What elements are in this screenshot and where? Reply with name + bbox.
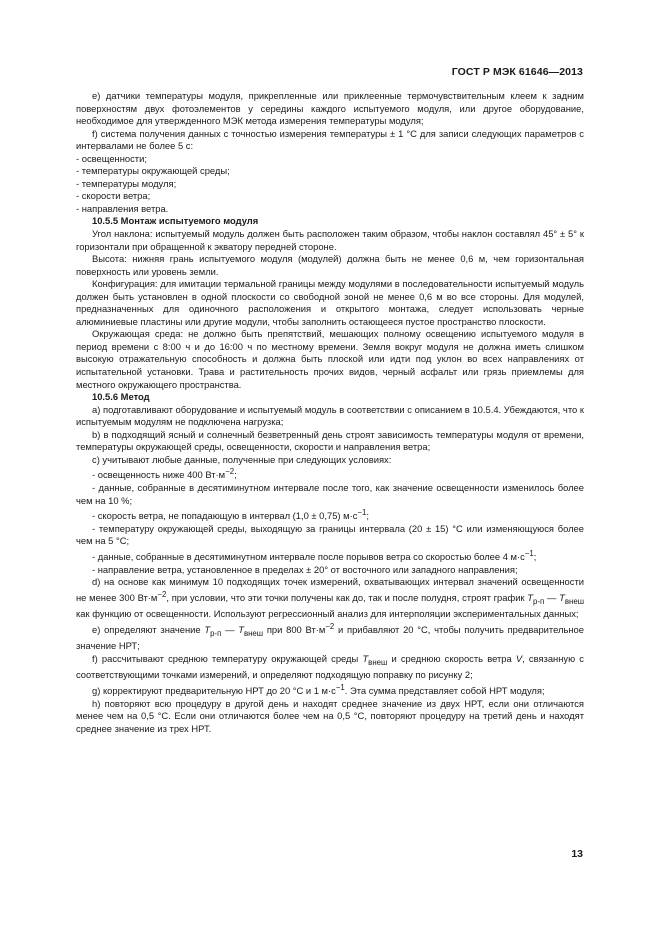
- document-header: ГОСТ Р МЭК 61646—2013: [451, 66, 583, 78]
- paragraph: е) определяют значение $T_{р-п}$ — $T_{внеш}$ при 800 $Вт\cdot м^{-2}$ и прибавляют 20 °C, чтобы получить предварительное значение НРТ;: [76, 621, 584, 652]
- paragraph: h) повторяют всю процедуру в другой день и находят среднее значение из двух НРТ, если они отличаются менее чем на 0,5 °C. Если они отличаются более чем на 0,5 °C, повторяют процедуру на третий день и находят среднее значение из трех НРТ.: [76, 697, 584, 734]
- paragraph: Конфигурация: для имитации термальной границы между модулями в последовательности испытуемый модуль должен быть установлен в одной плоскости со свободной зоной не менее 0,6 м во все стороны. Для модулей, предназначенных для одиночного расположения и открытого монтажа, следует использовать черные алюминиевые пластины или другие модули, чтобы заполнить остающееся пустое пространство плоскости.: [76, 278, 584, 327]
- paragraph: Угол наклона: испытуемый модуль должен быть расположен таким образом, чтобы наклон составлял 45° ± 5° к горизонтали при обращенной к экватору передней стороне.: [76, 228, 584, 252]
- section-heading: 10.5.6 Метод: [92, 391, 150, 403]
- paragraph: Окружающая среда: не должно быть препятствий, мешающих полному освещению испытуемого модуля в период времени с 8:00 ч и до 16:00 ч по местному времени. Земля вокруг модуля не должна иметь слишком высокую отражательную способность и должна быть плоской или идти под уклон во всех направлениях от испытательной установки. Трава и растительность прочих видов, черный асфальт или грязь приемлемы для местного окружающего пространства.: [76, 328, 584, 390]
- list-item: - температуры модуля;: [76, 177, 177, 189]
- paragraph: f) рассчитывают среднюю температуру окружающей среды $T_{внеш}$ и среднюю скорость ветра V, связанную с соответствующими точками измерений, и определяют подходящую поправку по рисунку 2;: [76, 652, 584, 681]
- paragraph: g) корректируют предварительную НРТ до 20 °C и 1 $м\cdot с^{-1}$. Эта сумма представляет собой НРТ модуля;: [92, 682, 545, 696]
- paragraph: а) подготавливают оборудование и испытуемый модуль в соответствии с описанием в 10.5.4. Убеждаются, что к испытуемым модулям не подключена нагрузка;: [76, 403, 584, 428]
- document-body: [76, 90, 584, 735]
- list-item: - направления ветра.: [76, 202, 169, 214]
- paragraph: - освещенность ниже 400 $Вт\cdot м^{-2}$;: [92, 467, 237, 481]
- paragraph: f) система получения данных с точностью измерения температуры ± 1 °C для записи следующих параметров с интервалами не более 5 с:: [76, 127, 584, 152]
- paragraph: d) на основе как минимум 10 подходящих точек измерений, охватывающих интервал значений освещенности не менее 300 $Вт\cdot м^{-2}$, при условии, что эти точки получены как до, так и после полудня, строят график $T_{р-п}$ — $T_{внеш}$ как функцию от освещенности. Используют регрессионный анализ для интерполяции экспериментальных данных;: [76, 576, 584, 620]
- paragraph: b) в подходящий ясный и солнечный безветренный день строят зависимость температуры модуля от времени, температуры окружающей среды, освещенности, скорости и направления ветра;: [76, 428, 584, 453]
- list-item: - освещенности;: [76, 152, 147, 164]
- section-heading: 10.5.5 Монтаж испытуемого модуля: [92, 215, 259, 227]
- paragraph: - данные, собранные в десятиминутном интервале после порывов ветра со скоростью более 4 $м\cdot с^{-1}$;: [92, 548, 537, 563]
- paragraph: е) датчики температуры модуля, прикрепленные или приклеенные термочувствительным клеем к задним поверхностям двух фотоэлементов у середины каждого испытуемого модуля, или другое оборудование, необходимое для утвержденного МЭК метода измерения температуры модуля;: [76, 90, 584, 127]
- list-item: - скорости ветра;: [76, 190, 151, 202]
- page-number: 13: [571, 848, 583, 860]
- list-item: - температуры окружающей среды;: [76, 165, 230, 177]
- paragraph: - скорость ветра, не попадающую в интервал (1,0 ± 0,75) $м\cdot с^{-1}$;: [92, 508, 369, 522]
- paragraph: - направление ветра, установленное в пределах ± 20° от восточного или западного направления;: [92, 563, 518, 575]
- paragraph: - данные, собранные в десятиминутном интервале после того, как значение освещенности изменилось более чем на 10 %;: [76, 482, 584, 506]
- paragraph: с) учитывают любые данные, полученные при следующих условиях:: [92, 453, 392, 465]
- paragraph: - температуру окружающей среды, выходящую за границы интервала (20 ± 15) °C или изменяющуюся более чем на 5 °C;: [76, 522, 584, 547]
- paragraph: Высота: нижняя грань испытуемого модуля (модулей) должна быть не менее 0,6 м, чем горизонтальная поверхность или уровень земли.: [76, 253, 584, 277]
